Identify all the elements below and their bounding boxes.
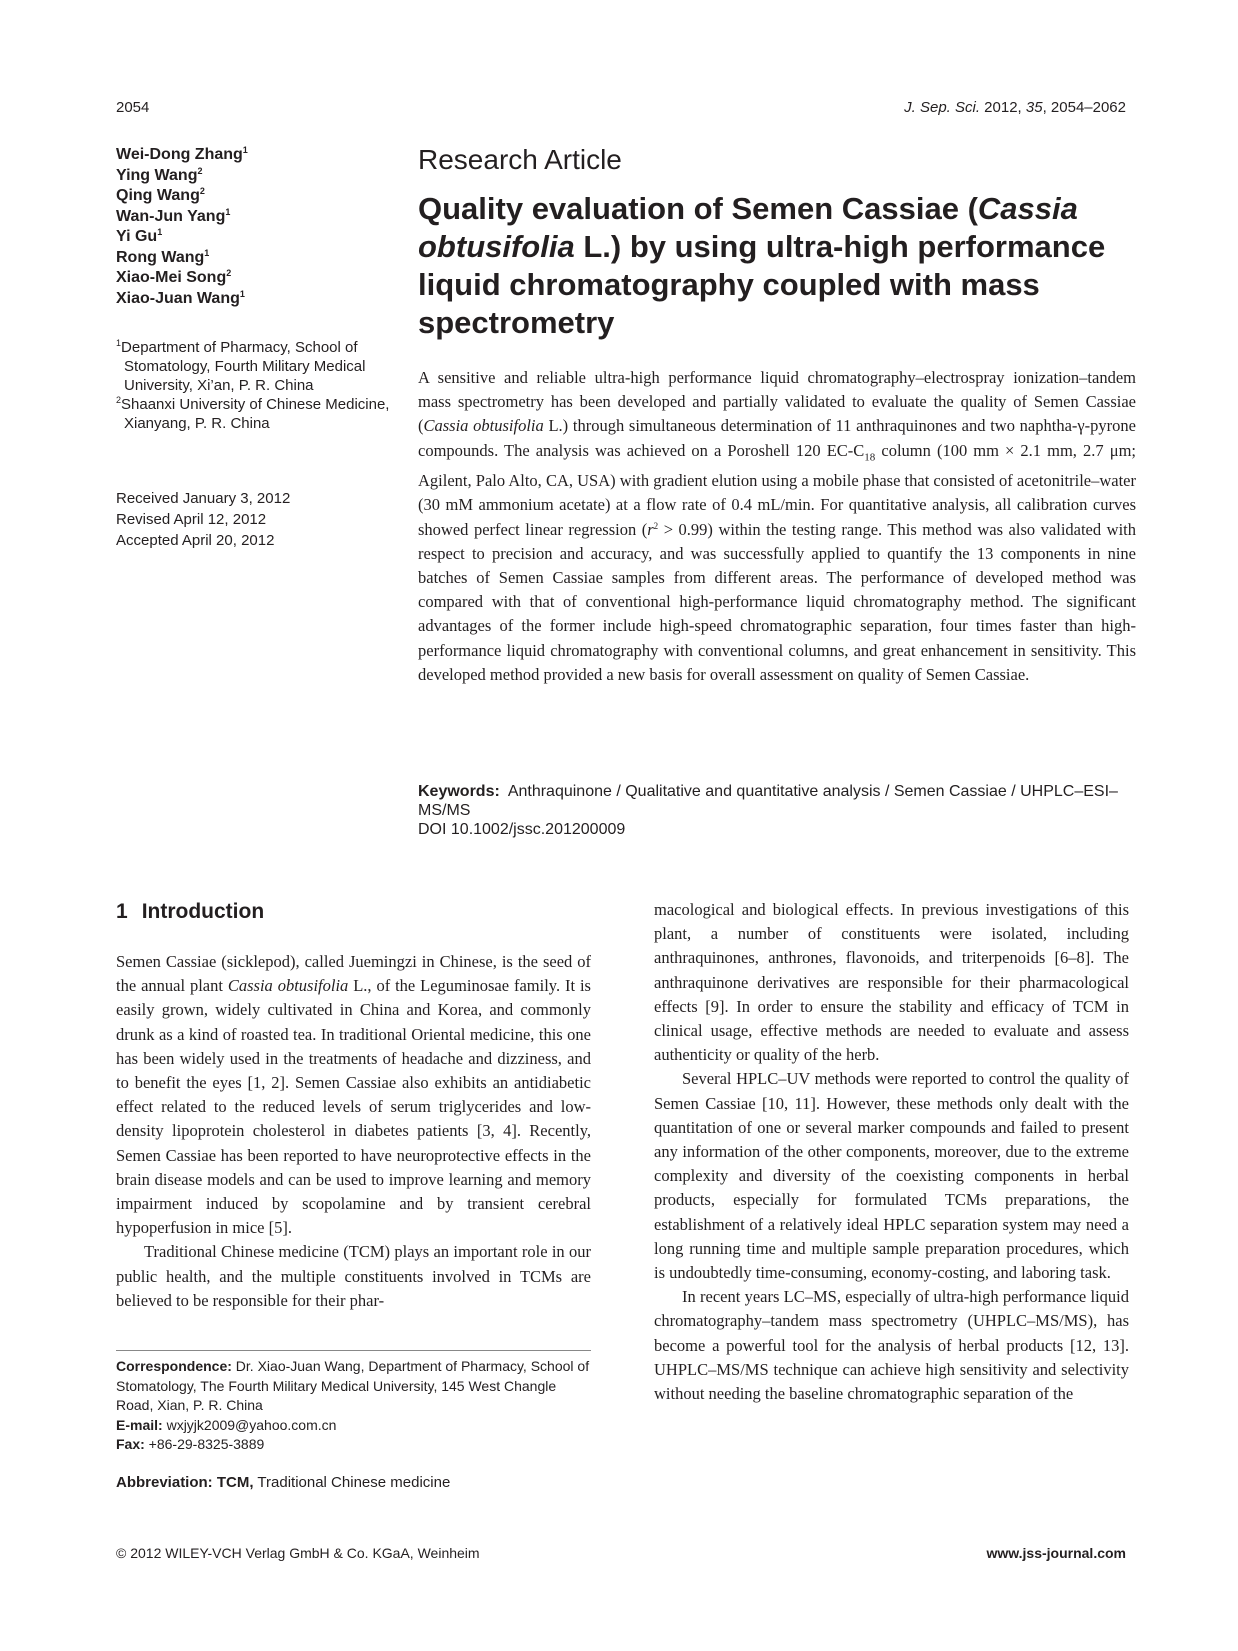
- journal-year: 2012,: [980, 99, 1026, 116]
- keywords: [418, 782, 1138, 839]
- doi[interactable]: DOI 10.1002/jssc.201200009: [418, 821, 626, 838]
- revised-date: Revised April 12, 2012: [116, 511, 267, 528]
- author: Qing Wang$^2$: [116, 186, 205, 204]
- email-link[interactable]: wxjyjk2009@yahoo.com.cn: [162, 1416, 337, 1433]
- keywords-text: Anthraquinone / Qualitative and quantitative analysis / Semen Cassiae / UHPLC–ESI–MS/MS: [418, 783, 1118, 819]
- author: Wei-Dong Zhang$^1$: [116, 145, 248, 163]
- affiliation: $^1$Department of Pharmacy, School of Stomatology, Fourth Military Medical University, Xi’an, P. R. China: [116, 338, 366, 394]
- author: Ying Wang$^2$: [116, 165, 203, 184]
- received-date: Received January 3, 2012: [116, 490, 291, 507]
- author: Rong Wang$^1$: [116, 247, 210, 266]
- author: Yi Gu$^1$: [116, 227, 163, 245]
- abbreviation-note: Abbreviation: TCM, Traditional Chinese medicine: [116, 1474, 451, 1491]
- abstract: A sensitive and reliable ultra-high performance liquid chromatography–electrospray ionization–tandem mass spectrometry has been developed and partially validated to evaluate the quality of Semen Cassiae (Cassia obtusifolia L.) through simultaneous determination of 11 anthraquinones and two naphtha-γ-pyrone compounds. The analysis was achieved on a Poroshell 120 $EC-C_{18}$ column (100 mm × 2.1 mm, 2.7 μm; Agilent, Palo Alto, CA, USA) with gradient elution using a mobile phase that consisted of acetonitrile–water (30 mM ammonium acetate) at a flow rate of 0.4 mL/min. For quantitative analysis, all calibration curves showed perfect linear regression $(r^2 > 0.99)$ within the testing range. This method was also validated with respect to precision and accuracy, and was successfully applied to quantify the 13 components in nine batches of Semen Cassiae samples from different areas. The performance of developed method was compared with that of conventional high-performance liquid chromatography method. The significant advantages of the former include high-speed chromatographic separation, four times faster than high-performance liquid chromatography with conventional columns, and great enhancement in sensitivity. This developed method provided a new basis for overall assessment on quality of Semen Cassiae.: [418, 368, 1137, 684]
- body-column-right: [654, 898, 1129, 1406]
- author: Xiao-Mei Song$^2$: [116, 268, 232, 286]
- paragraph: Semen Cassiae (sicklepod), called Juemingzi in Chinese, is the seed of the annual plant Cassia obtusifolia L., of the Leguminosae family. It is easily grown, widely cultivated in China and Korea, and commonly drunk as a kind of roasted tea. In traditional Oriental medicine, this one has been widely used in the treatments of headache and dizziness, and to benefit the eyes [1, 2]. Semen Cassiae also exhibits an antidiabetic effect related to the reduced levels of serum triglycerides and low-density lipoprotein cholesterol in diabetes patients [3, 4]. Recently, Semen Cassiae has been reported to have neuroprotective effects in the brain disease models and can be used to improve learning and memory impairment induced by scopolamine and by transient cerebral hypoperfusion in mice [5].: [116, 952, 591, 1238]
- article-title: Quality evaluation of Semen Cassiae (Cassia obtusifolia L.) by using ultra-high performance liquid chromatography coupled with mass spectrometry: [418, 191, 1106, 340]
- journal-pages: , 2054–2062: [1042, 99, 1126, 116]
- paragraph: macological and biological effects. In previous investigations of this plant, a number of constituents were isolated, including anthraquinones, anthrones, flavonoids, and triterpenoids [6–8]. The anthraquinone derivatives are responsible for their pharmacological effects [9]. In order to ensure the stability and efficacy of TCM in clinical usage, effective methods are needed to evaluate and assess authenticity or quality of the herb.: [654, 900, 1129, 1065]
- keywords-label: Keywords:: [418, 783, 500, 800]
- body-column-left: [116, 950, 591, 1313]
- correspondence: Correspondence: Dr. Xiao-Juan Wang, Department of Pharmacy, School of Stomatology, The Fourth Military Medical University, 145 West Changle Road, Xian, P. R. China E-mail: wxjyjk2009@yahoo.com.cn Fax: +86-29-8325-3889: [116, 1358, 590, 1452]
- footnote-divider: [116, 1350, 591, 1351]
- journal-volume: 35: [1025, 99, 1043, 116]
- section-heading: 1 Introduction: [116, 900, 265, 923]
- accepted-date: Accepted April 20, 2012: [116, 532, 275, 549]
- author-list: [116, 145, 386, 309]
- paragraph: Several HPLC–UV methods were reported to control the quality of Semen Cassiae [10, 11]. However, these methods only dealt with the quantitation of one or several marker compounds and failed to present any information of the other components, moreover, due to the extreme complexity and diversity of the coexisting components in herbal products, especially for formulated TCMs preparations, the establishment of a relatively ideal HPLC separation system may need a long running time and multiple sample preparation procedures, which is undoubtedly time-consuming, economy-costing, and laboring task.: [654, 1069, 1129, 1283]
- author: Xiao-Juan Wang$^1$: [116, 288, 245, 307]
- journal-website-link[interactable]: www.jss-journal.com: [986, 1545, 1126, 1561]
- paragraph: In recent years LC–MS, especially of ultra-high performance liquid chromatography–tandem mass spectrometry (UHPLC–MS/MS), has become a powerful tool for the analysis of herbal products [12, 13]. UHPLC–MS/MS technique can achieve high sensitivity and selectivity without needing the baseline chromatographic separation of the: [654, 1287, 1129, 1404]
- affiliations: [116, 338, 396, 433]
- affiliation: $^2$Shaanxi University of Chinese Medicine, Xianyang, P. R. China: [116, 395, 390, 432]
- paragraph: Traditional Chinese medicine (TCM) plays an important role in our public health, and the multiple constituents involved in TCMs are believed to be responsible for their phar-: [116, 1242, 591, 1310]
- journal-abbrev: J. Sep. Sci.: [904, 99, 981, 116]
- article-type: Research Article: [418, 144, 622, 175]
- copyright: © 2012 WILEY-VCH Verlag GmbH & Co. KGaA, Weinheim: [116, 1545, 480, 1561]
- page-number: 2054: [116, 99, 150, 116]
- journal-reference: [904, 99, 1126, 116]
- article-dates: [116, 488, 386, 551]
- author: Wan-Jun Yang$^1$: [116, 206, 231, 225]
